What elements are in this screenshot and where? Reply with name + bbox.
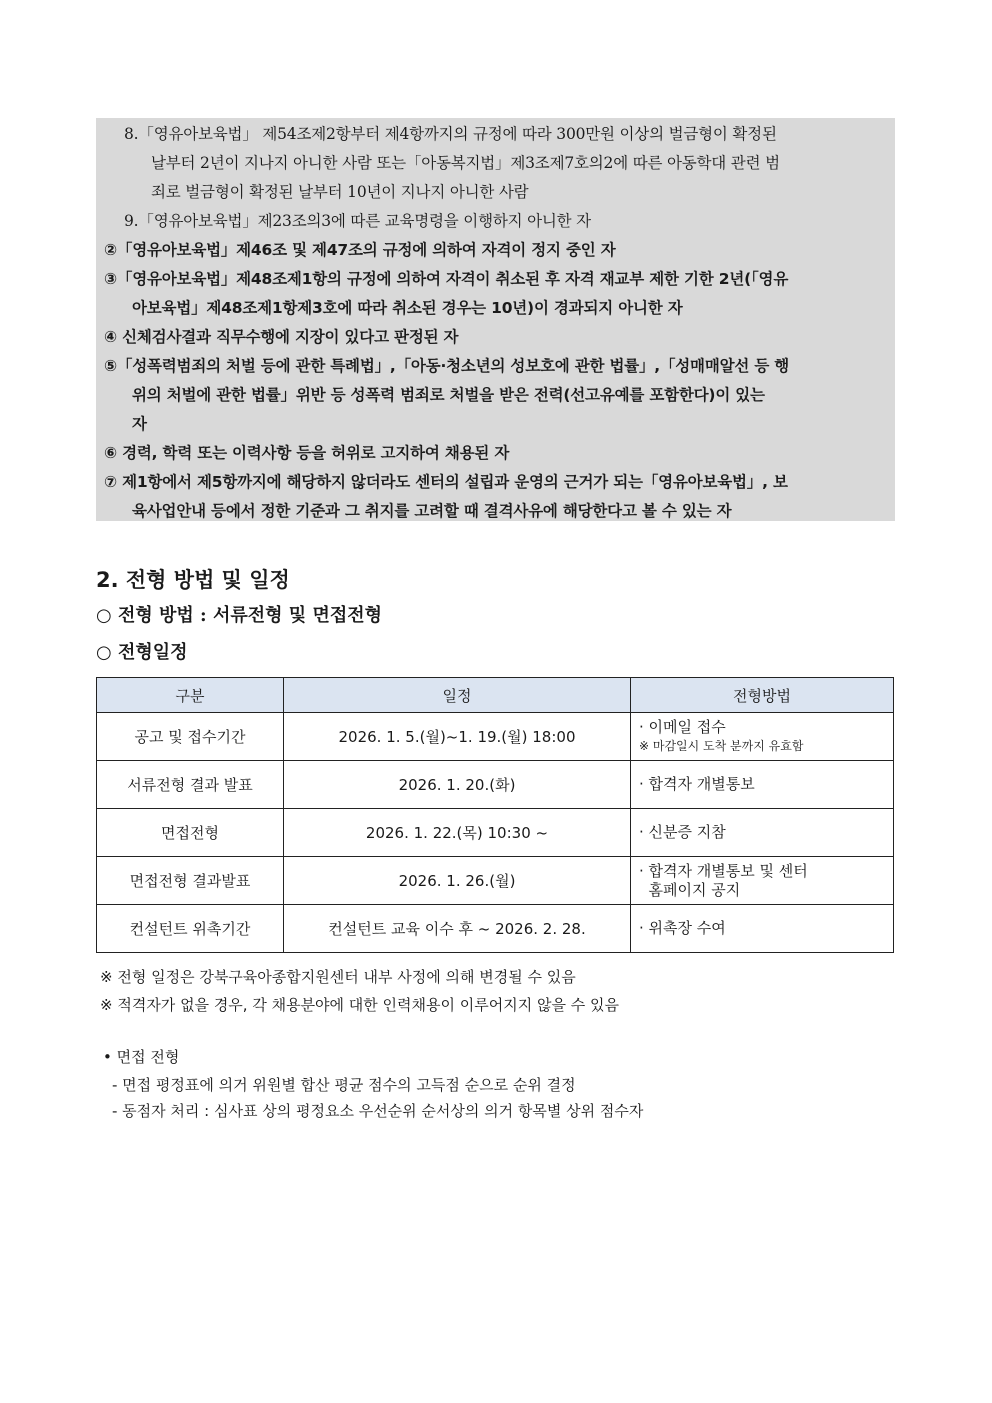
row-category: 공고 및 접수기간 <box>97 713 284 761</box>
interview-title: • 면접 전형 <box>103 1048 180 1066</box>
interview-line-2: - 동점자 처리 : 심사표 상의 평정요소 우선순위 순서상의 의거 항목별 상위 점수자 <box>112 1102 644 1120</box>
clause-3-line-2: 아보육법」제48조제1항제3호에 따라 취소된 경우는 10년)이 경과되지 아니한 자 <box>132 299 683 317</box>
header-category: 구분 <box>97 678 284 713</box>
row-date: 2026. 1. 20.(화) <box>284 761 631 809</box>
clause-5-line-2: 위의 처벌에 관한 법률」위반 등 성폭력 범죄로 처벌을 받은 전력(선고유예를 포함한다)이 있는 <box>132 386 765 404</box>
table-row <box>97 857 894 905</box>
table-row <box>97 905 894 953</box>
row-category: 면접전형 <box>97 809 284 857</box>
row-method <box>631 761 894 809</box>
method-note: 홈페이지 공지 <box>639 880 741 899</box>
row-category: 컨설턴트 위촉기간 <box>97 905 284 953</box>
clause-7-line-1: ⑦ 제1항에서 제5항까지에 해당하지 않더라도 센터의 설립과 운영의 근거가 되는「영유아보육법」, 보 <box>104 473 788 491</box>
clause-3-line-1: ③「영유아보육법」제48조제1항의 규정에 의하여 자격이 취소된 후 자격 재교부 제한 기한 2년(「영유 <box>104 270 789 288</box>
schedule-label: ○ 전형일정 <box>96 642 188 663</box>
table-row <box>97 809 894 857</box>
item-8-line-3: 죄로 벌금형이 확정된 날부터 10년이 지나지 아니한 사람 <box>151 183 529 201</box>
table-row <box>97 761 894 809</box>
table-header-row <box>97 678 894 713</box>
row-date: 2026. 1. 22.(목) 10:30 ~ <box>284 809 631 857</box>
disqualification-box <box>96 118 895 521</box>
clause-5-line-3: 자 <box>132 415 147 433</box>
item-8-line-1: 8.「영유아보육법」 제54조제2항부터 제4항까지의 규정에 따라 300만원 이상의 벌금형이 확정된 <box>124 125 777 143</box>
row-category: 면접전형 결과발표 <box>97 857 284 905</box>
method-text: · 합격자 개별통보 <box>639 775 755 793</box>
clause-7-line-2: 육사업안내 등에서 정한 기준과 그 취지를 고려할 때 결격사유에 해당한다고 볼 수 있는 자 <box>132 502 732 520</box>
schedule-table <box>96 677 894 953</box>
schedule-note-2: ※ 적격자가 없을 경우, 각 채용분야에 대한 인력채용이 이루어지지 않을 수 있음 <box>100 996 619 1014</box>
row-date: 2026. 1. 5.(월)~1. 19.(월) 18:00 <box>284 713 631 761</box>
item-8-line-2: 날부터 2년이 지나지 아니한 사람 또는「아동복지법」제3조제7호의2에 따른 아동학대 관련 범 <box>151 154 780 172</box>
header-date: 일정 <box>284 678 631 713</box>
method-text: · 합격자 개별통보 및 센터 <box>639 861 808 880</box>
interview-line-1: - 면접 평정표에 의거 위원별 합산 평균 점수의 고득점 순으로 순위 결정 <box>112 1076 576 1094</box>
row-method <box>631 905 894 953</box>
row-date: 2026. 1. 26.(월) <box>284 857 631 905</box>
section-title: 2. 전형 방법 및 일정 <box>96 568 290 592</box>
clause-2: ②「영유아보육법」제46조 및 제47조의 규정에 의하여 자격이 정지 중인 자 <box>104 241 616 259</box>
clause-6: ⑥ 경력, 학력 또는 이력사항 등을 허위로 고지하여 채용된 자 <box>104 444 510 462</box>
schedule-note-1: ※ 전형 일정은 강북구육아종합지원센터 내부 사정에 의해 변경될 수 있음 <box>100 968 576 986</box>
clause-5-line-1: ⑤「성폭력범죄의 처벌 등에 관한 특례법」,「아동·청소년의 성보호에 관한 법률」,「성매매알선 등 행 <box>104 357 790 375</box>
method-note: ※ 마감일시 도착 분까지 유효함 <box>639 738 804 753</box>
method-text: · 위촉장 수여 <box>639 919 726 937</box>
screening-method: ○ 전형 방법 : 서류전형 및 면접전형 <box>96 605 382 626</box>
header-method: 전형방법 <box>631 678 894 713</box>
clause-4: ④ 신체검사결과 직무수행에 지장이 있다고 판정된 자 <box>104 328 459 346</box>
row-method <box>631 857 894 905</box>
method-text: · 이메일 접수 <box>639 717 726 736</box>
row-category: 서류전형 결과 발표 <box>97 761 284 809</box>
method-text: · 신분증 지참 <box>639 823 726 841</box>
row-method <box>631 809 894 857</box>
row-method <box>631 713 894 761</box>
item-9: 9.「영유아보육법」제23조의3에 따른 교육명령을 이행하지 아니한 자 <box>124 212 591 230</box>
row-date: 컨설턴트 교육 이수 후 ~ 2026. 2. 28. <box>284 905 631 953</box>
table-row <box>97 713 894 761</box>
